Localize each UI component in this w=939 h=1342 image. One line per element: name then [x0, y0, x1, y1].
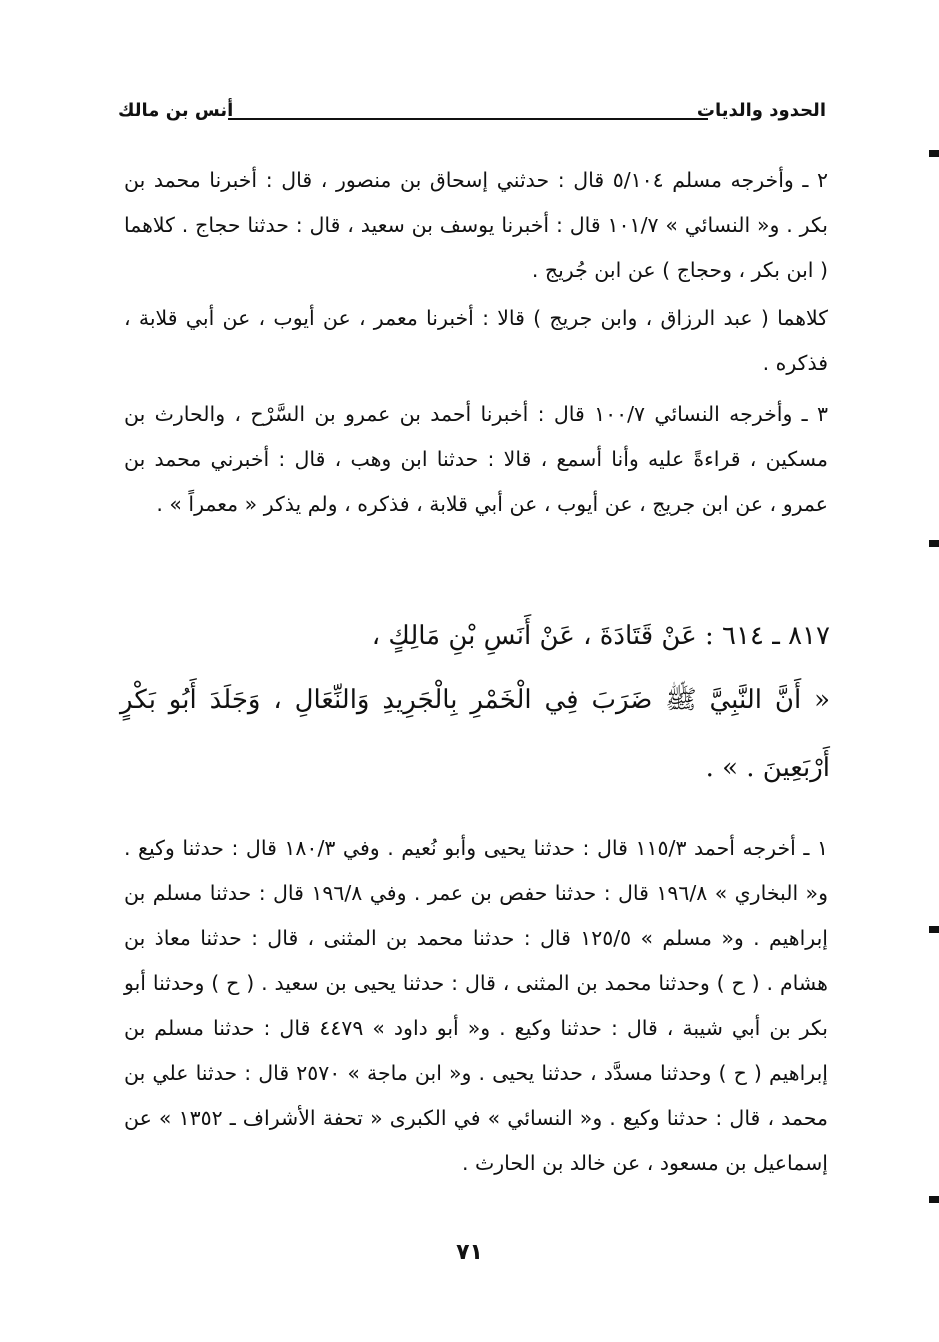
footnote-paragraph: كلاهما ( عبد الرزاق ، وابن جريج ) قالا : أخبرنا معمر ، عن أيوب ، عن أبي قلابة ، فذكره .: [124, 306, 828, 375]
hadith-text: « أَنَّ النَّبِيَّ ﷺ ضَرَبَ فِي الْخَمْرِ بِالْجَرِيدِ وَالنِّعَالِ ، وَجَلَدَ أَبُو بَكْرٍ أَرْبَعِينَ . » .: [120, 685, 830, 783]
chapter-title: الحدود والديات: [696, 100, 826, 121]
scan-margin-mark: [929, 926, 939, 933]
section-title: أنس بن مالك: [118, 100, 234, 121]
footnote-paragraph: ١ ـ أخرجه أحمد ١١٥/٣ قال : حدثنا يحيى وأبو نُعيم . وفي ١٨٠/٣ قال : حدثنا وكيع . و« البخاري » ١٩٦/٨ قال : حدثنا حفص بن عمر . وفي ١٩٦/٨ قال : حدثنا مسلم بن إبراهيم . و« مسلم » ١٢٥/٥ قال : حدثنا محمد بن المثنى ، قال : حدثنا معاذ بن هشام . ( ح ) وحدثنا محمد بن المثنى ، قال : حدثنا يحيى بن سعيد . ( ح ) وحدثنا أبو بكر بن أبي شيبة ، قال : حدثنا وكيع . و« أبو داود » ٤٤٧٩ قال : حدثنا مسلم بن إبراهيم ( ح ) وحدثنا مسدَّد ، حدثنا يحيى . و« ابن ماجة » ٢٥٧٠ قال : حدثنا علي بن محمد ، قال : حدثنا وكيع . و« النسائي » في الكبرى « تحفة الأشراف ـ ١٣٥٢ » عن إسماعيل بن مسعود ، عن خالد بن الحارث .: [124, 836, 829, 1175]
header-rule: [228, 118, 708, 120]
running-header: [118, 100, 826, 132]
scan-margin-mark: [929, 150, 939, 157]
footnote-block-top: [124, 392, 828, 527]
footnote-paragraph: ٣ ـ وأخرجه النسائي ١٠٠/٧ قال : أخبرنا أحمد بن عمرو بن السَّرْح ، والحارث بن مسكين ، قراءةً عليه وأنا أسمع ، قالا : حدثنا ابن وهب ، قال : أخبرني محمد بن عمرو ، عن ابن جريج ، عن أيوب ، عن أبي قلابة ، فذكره ، ولم يذكر « معمراً » .: [124, 402, 828, 516]
footnote-block-top: [124, 158, 828, 293]
page-number: ٧١: [456, 1240, 483, 1265]
scan-margin-mark: [929, 1196, 939, 1203]
scan-margin-mark: [929, 540, 939, 547]
footnote-paragraph: ٢ ـ وأخرجه مسلم ٥/١٠٤ قال : حدثني إسحاق بن منصور ، قال : أخبرنا محمد بن بكر . و« النسائي » ١٠١/٧ قال : أخبرنا يوسف بن سعيد ، قال : حدثنا حجاج . كلاهما ( ابن بكر ، وحجاج ) عن ابن جُريج .: [124, 168, 829, 282]
footnote-block-top: [124, 296, 828, 386]
hadith-block: [120, 606, 830, 802]
footnote-block-bottom: [124, 826, 828, 1186]
hadith-heading: ٨١٧ ـ ٦١٤ : عَنْ قَتَادَةَ ، عَنْ أَنَسِ بْنِ مَالِكٍ ،: [371, 621, 830, 651]
